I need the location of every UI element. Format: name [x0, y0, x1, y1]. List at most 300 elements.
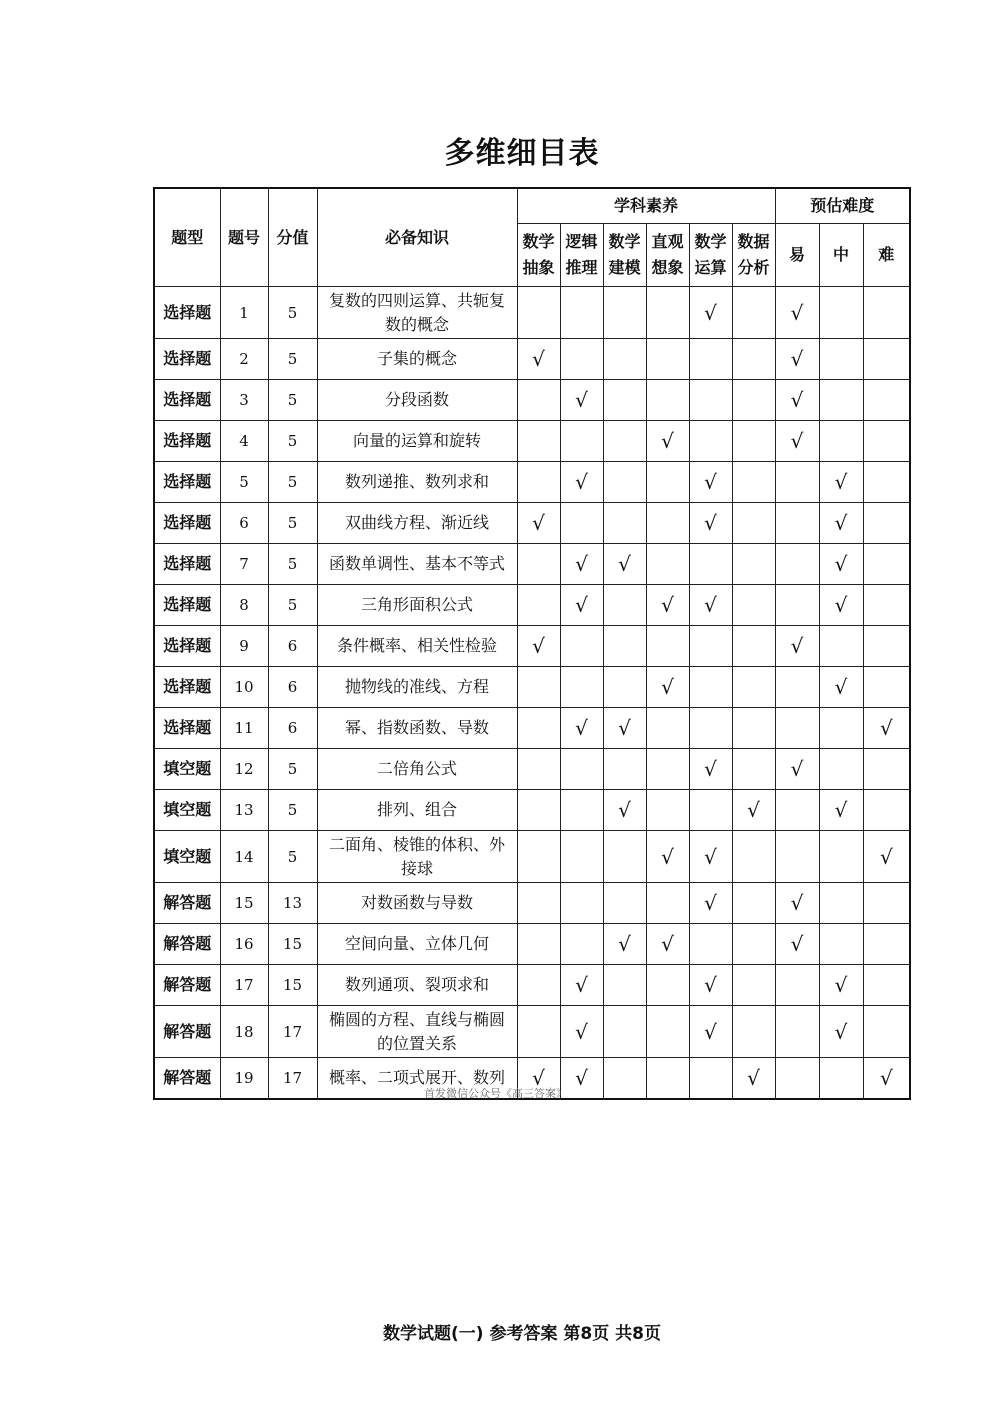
check-cell: [863, 503, 910, 544]
header-type: 题型: [154, 188, 220, 287]
check-cell: [863, 421, 910, 462]
question-score-cell: 5: [268, 287, 317, 339]
check-cell: [646, 1058, 689, 1099]
question-score-cell: 5: [268, 585, 317, 626]
question-type-cell: 填空题: [154, 749, 220, 790]
knowledge-cell: 二倍角公式: [317, 749, 517, 790]
check-cell: [517, 287, 560, 339]
check-cell: [517, 883, 560, 924]
check-cell: [603, 831, 646, 883]
check-cell: [517, 831, 560, 883]
check-cell: [603, 1058, 646, 1099]
check-mark-icon: √: [532, 1065, 545, 1090]
check-cell: [689, 667, 732, 708]
check-cell: [863, 626, 910, 667]
check-cell: [603, 883, 646, 924]
check-cell: [517, 544, 560, 585]
question-type-cell: 选择题: [154, 339, 220, 380]
check-cell: [863, 339, 910, 380]
check-cell: [732, 883, 775, 924]
question-number-cell: 11: [220, 708, 268, 749]
check-cell: [775, 287, 819, 339]
check-cell: [560, 667, 603, 708]
check-cell: [646, 790, 689, 831]
check-mark-icon: √: [532, 511, 545, 535]
check-cell: [775, 883, 819, 924]
check-mark-icon: √: [661, 844, 674, 869]
check-cell: [517, 965, 560, 1006]
check-cell: [819, 924, 863, 965]
check-cell: [863, 544, 910, 585]
check-mark-icon: √: [747, 1065, 760, 1090]
header-difficulty-2: 难: [863, 224, 910, 287]
table-row: [154, 924, 910, 965]
check-cell: [775, 626, 819, 667]
knowledge-cell: 空间向量、立体几何: [317, 924, 517, 965]
check-cell: [560, 380, 603, 421]
check-cell: [517, 667, 560, 708]
question-type-cell: 选择题: [154, 380, 220, 421]
check-mark-icon: √: [575, 470, 588, 494]
check-cell: [689, 339, 732, 380]
question-number-cell: 7: [220, 544, 268, 585]
check-cell: [646, 462, 689, 503]
check-cell: [819, 667, 863, 708]
table-row: [154, 1006, 910, 1058]
check-cell: [689, 965, 732, 1006]
check-mark-icon: √: [834, 470, 848, 494]
table-row: [154, 339, 910, 380]
header-literacy-1: 逻辑 推理: [560, 224, 603, 287]
check-cell: [517, 790, 560, 831]
question-score-cell: 17: [268, 1058, 317, 1099]
question-number-cell: 19: [220, 1058, 268, 1099]
check-cell: [646, 831, 689, 883]
table-row: [154, 421, 910, 462]
check-cell: [819, 831, 863, 883]
knowledge-cell: 子集的概念: [317, 339, 517, 380]
question-type-cell: 选择题: [154, 667, 220, 708]
header-literacy-5: 数据 分析: [732, 224, 775, 287]
check-cell: [603, 965, 646, 1006]
check-cell: [863, 749, 910, 790]
check-cell: [689, 421, 732, 462]
check-mark-icon: √: [618, 932, 631, 956]
check-cell: [689, 1006, 732, 1058]
check-mark-icon: √: [661, 932, 674, 956]
check-cell: [646, 708, 689, 749]
knowledge-cell: 二面角、棱锥的体积、外接球: [317, 831, 517, 883]
question-score-cell: 15: [268, 965, 317, 1006]
check-mark-icon: √: [575, 552, 588, 576]
question-number-cell: 12: [220, 749, 268, 790]
check-cell: [732, 708, 775, 749]
check-cell: [863, 287, 910, 339]
check-cell: [689, 626, 732, 667]
check-mark-icon: √: [790, 891, 804, 915]
question-score-cell: 6: [268, 626, 317, 667]
check-mark-icon: √: [704, 470, 717, 494]
knowledge-cell: 复数的四则运算、共轭复数的概念: [317, 287, 517, 339]
question-type-cell: 填空题: [154, 790, 220, 831]
check-cell: [819, 339, 863, 380]
check-cell: [646, 626, 689, 667]
check-cell: [732, 965, 775, 1006]
question-type-cell: 选择题: [154, 503, 220, 544]
specification-table: [153, 187, 911, 1100]
check-mark-icon: √: [704, 757, 717, 781]
check-cell: [517, 708, 560, 749]
check-cell: [775, 965, 819, 1006]
check-cell: [646, 380, 689, 421]
question-type-cell: 选择题: [154, 462, 220, 503]
check-mark-icon: √: [661, 593, 674, 617]
check-cell: [775, 667, 819, 708]
check-cell: [603, 1006, 646, 1058]
check-cell: [732, 287, 775, 339]
question-type-cell: 解答题: [154, 883, 220, 924]
check-cell: [560, 965, 603, 1006]
check-cell: [517, 626, 560, 667]
check-cell: [603, 585, 646, 626]
question-number-cell: 10: [220, 667, 268, 708]
question-number-cell: 14: [220, 831, 268, 883]
check-cell: [646, 1006, 689, 1058]
check-cell: [819, 749, 863, 790]
question-score-cell: 5: [268, 749, 317, 790]
table-row: [154, 585, 910, 626]
check-cell: [689, 790, 732, 831]
check-cell: [819, 287, 863, 339]
check-cell: [732, 749, 775, 790]
check-mark-icon: √: [575, 973, 588, 997]
check-cell: [863, 790, 910, 831]
check-cell: [732, 667, 775, 708]
check-cell: [819, 585, 863, 626]
check-cell: [517, 749, 560, 790]
check-mark-icon: √: [834, 1019, 848, 1044]
question-score-cell: 5: [268, 790, 317, 831]
check-cell: [517, 339, 560, 380]
check-cell: [689, 883, 732, 924]
check-mark-icon: √: [834, 798, 848, 822]
check-mark-icon: √: [704, 511, 717, 535]
question-type-cell: 选择题: [154, 287, 220, 339]
check-mark-icon: √: [532, 634, 545, 658]
check-cell: [819, 1006, 863, 1058]
check-cell: [560, 924, 603, 965]
check-cell: [775, 1058, 819, 1099]
check-cell: [560, 421, 603, 462]
question-type-cell: 选择题: [154, 585, 220, 626]
check-cell: [560, 339, 603, 380]
check-mark-icon: √: [704, 973, 717, 997]
check-cell: [732, 1058, 775, 1099]
header-difficulty-group: 预估难度: [775, 188, 910, 224]
question-number-cell: 4: [220, 421, 268, 462]
header-literacy-group: 学科素养: [517, 188, 775, 224]
table-row: [154, 708, 910, 749]
check-mark-icon: √: [790, 347, 804, 371]
check-cell: [603, 544, 646, 585]
question-number-cell: 8: [220, 585, 268, 626]
check-cell: [732, 503, 775, 544]
check-cell: [646, 965, 689, 1006]
check-cell: [863, 965, 910, 1006]
check-mark-icon: √: [834, 552, 848, 576]
check-mark-icon: √: [661, 675, 674, 699]
question-number-cell: 13: [220, 790, 268, 831]
question-score-cell: 5: [268, 339, 317, 380]
question-number-cell: 17: [220, 965, 268, 1006]
header-number: 题号: [220, 188, 268, 287]
header-difficulty-1: 中: [819, 224, 863, 287]
check-cell: [517, 503, 560, 544]
check-cell: [646, 503, 689, 544]
check-cell: [863, 667, 910, 708]
question-type-cell: 选择题: [154, 421, 220, 462]
check-mark-icon: √: [704, 891, 717, 915]
check-cell: [603, 708, 646, 749]
header-literacy-3: 直观 想象: [646, 224, 689, 287]
check-cell: [863, 831, 910, 883]
table-row: [154, 503, 910, 544]
table-row: [154, 883, 910, 924]
question-number-cell: 3: [220, 380, 268, 421]
check-cell: [603, 287, 646, 339]
check-cell: [646, 667, 689, 708]
check-cell: [603, 462, 646, 503]
check-cell: [775, 924, 819, 965]
check-mark-icon: √: [618, 798, 631, 822]
check-cell: [732, 380, 775, 421]
check-cell: [603, 503, 646, 544]
check-cell: [560, 883, 603, 924]
knowledge-cell: 三角形面积公式: [317, 585, 517, 626]
check-cell: [863, 924, 910, 965]
check-cell: [689, 749, 732, 790]
header-knowledge: 必备知识: [317, 188, 517, 287]
check-cell: [689, 708, 732, 749]
check-cell: [775, 585, 819, 626]
knowledge-cell: 排列、组合: [317, 790, 517, 831]
check-mark-icon: √: [790, 300, 804, 325]
check-cell: [603, 421, 646, 462]
knowledge-cell: 幂、指数函数、导数: [317, 708, 517, 749]
check-cell: [560, 287, 603, 339]
check-cell: [603, 667, 646, 708]
question-number-cell: 18: [220, 1006, 268, 1058]
check-cell: [560, 462, 603, 503]
table-row: [154, 380, 910, 421]
header-difficulty-0: 易: [775, 224, 819, 287]
check-cell: [646, 924, 689, 965]
check-cell: [819, 626, 863, 667]
check-cell: [863, 380, 910, 421]
knowledge-cell: 分段函数: [317, 380, 517, 421]
check-cell: [689, 585, 732, 626]
header-literacy-4: 数学 运算: [689, 224, 732, 287]
check-cell: [819, 544, 863, 585]
header-literacy-2: 数学 建模: [603, 224, 646, 287]
check-cell: [603, 790, 646, 831]
check-cell: [819, 380, 863, 421]
check-cell: [732, 339, 775, 380]
check-mark-icon: √: [704, 300, 717, 325]
check-mark-icon: √: [575, 716, 588, 740]
table-row: [154, 749, 910, 790]
question-number-cell: 16: [220, 924, 268, 965]
question-type-cell: 选择题: [154, 544, 220, 585]
table-row: [154, 626, 910, 667]
question-score-cell: 15: [268, 924, 317, 965]
check-cell: [732, 924, 775, 965]
check-cell: [646, 339, 689, 380]
knowledge-cell: 向量的运算和旋转: [317, 421, 517, 462]
check-mark-icon: √: [834, 593, 848, 617]
question-score-cell: 5: [268, 462, 317, 503]
check-cell: [819, 790, 863, 831]
check-cell: [819, 462, 863, 503]
check-cell: [517, 924, 560, 965]
knowledge-cell: 函数单调性、基本不等式: [317, 544, 517, 585]
question-number-cell: 2: [220, 339, 268, 380]
table-row: [154, 462, 910, 503]
table-row: [154, 831, 910, 883]
check-cell: [646, 883, 689, 924]
check-cell: [732, 421, 775, 462]
check-cell: [646, 749, 689, 790]
check-mark-icon: √: [704, 593, 717, 617]
question-score-cell: 5: [268, 503, 317, 544]
question-score-cell: 5: [268, 380, 317, 421]
check-cell: [689, 831, 732, 883]
question-type-cell: 解答题: [154, 924, 220, 965]
check-cell: [732, 790, 775, 831]
table-row: [154, 790, 910, 831]
check-cell: [732, 626, 775, 667]
check-cell: [819, 1058, 863, 1099]
question-number-cell: 5: [220, 462, 268, 503]
knowledge-cell: 双曲线方程、渐近线: [317, 503, 517, 544]
check-cell: [517, 1006, 560, 1058]
check-cell: [775, 831, 819, 883]
check-cell: [517, 380, 560, 421]
knowledge-cell: 抛物线的准线、方程: [317, 667, 517, 708]
knowledge-cell: 椭圆的方程、直线与椭圆的位置关系: [317, 1006, 517, 1058]
question-score-cell: 5: [268, 421, 317, 462]
check-cell: [732, 585, 775, 626]
check-cell: [560, 503, 603, 544]
question-score-cell: 6: [268, 667, 317, 708]
check-mark-icon: √: [704, 844, 717, 869]
check-mark-icon: √: [834, 511, 848, 535]
table-row: [154, 965, 910, 1006]
check-mark-icon: √: [747, 798, 760, 822]
check-cell: [732, 831, 775, 883]
check-mark-icon: √: [532, 347, 545, 371]
check-cell: [775, 503, 819, 544]
question-type-cell: 填空题: [154, 831, 220, 883]
question-type-cell: 解答题: [154, 1058, 220, 1099]
question-number-cell: 6: [220, 503, 268, 544]
question-number-cell: 15: [220, 883, 268, 924]
check-cell: [775, 421, 819, 462]
check-mark-icon: √: [834, 973, 848, 997]
check-cell: [775, 380, 819, 421]
check-mark-icon: √: [790, 388, 804, 412]
check-cell: [819, 883, 863, 924]
check-cell: [819, 965, 863, 1006]
check-cell: [646, 421, 689, 462]
check-cell: [560, 708, 603, 749]
check-cell: [732, 462, 775, 503]
check-cell: [560, 790, 603, 831]
check-cell: [603, 339, 646, 380]
check-cell: [819, 421, 863, 462]
check-mark-icon: √: [704, 1019, 717, 1044]
question-type-cell: 选择题: [154, 708, 220, 749]
check-mark-icon: √: [834, 675, 848, 699]
check-cell: [689, 287, 732, 339]
check-cell: [603, 749, 646, 790]
page-footer: 数学试题(一) 参考答案 第8页 共8页: [383, 1324, 661, 1344]
check-cell: [560, 626, 603, 667]
check-cell: [863, 1006, 910, 1058]
check-cell: [603, 924, 646, 965]
check-mark-icon: √: [879, 716, 893, 740]
check-cell: [819, 708, 863, 749]
check-cell: [775, 462, 819, 503]
check-mark-icon: √: [575, 388, 588, 412]
table-row: [154, 287, 910, 339]
check-cell: [560, 749, 603, 790]
question-type-cell: 解答题: [154, 1006, 220, 1058]
question-number-cell: 9: [220, 626, 268, 667]
check-cell: [775, 339, 819, 380]
check-cell: [689, 1058, 732, 1099]
question-number-cell: 1: [220, 287, 268, 339]
check-cell: [775, 749, 819, 790]
check-cell: [775, 790, 819, 831]
check-cell: [560, 831, 603, 883]
check-cell: [775, 1006, 819, 1058]
check-cell: [863, 883, 910, 924]
question-type-cell: 选择题: [154, 626, 220, 667]
check-cell: [863, 708, 910, 749]
question-score-cell: 6: [268, 708, 317, 749]
check-mark-icon: √: [790, 932, 804, 956]
header-score: 分值: [268, 188, 317, 287]
question-score-cell: 5: [268, 544, 317, 585]
table-row: [154, 667, 910, 708]
check-cell: [689, 380, 732, 421]
check-cell: [603, 626, 646, 667]
check-cell: [689, 544, 732, 585]
check-cell: [775, 544, 819, 585]
check-cell: [646, 544, 689, 585]
check-cell: [517, 421, 560, 462]
check-cell: [732, 544, 775, 585]
check-mark-icon: √: [879, 844, 893, 869]
watermark-text: 首发微信公众号《高三答案》: [424, 1087, 567, 1100]
check-cell: [517, 585, 560, 626]
knowledge-cell: 对数函数与导数: [317, 883, 517, 924]
check-cell: [560, 585, 603, 626]
check-cell: [775, 708, 819, 749]
check-mark-icon: √: [575, 1065, 588, 1090]
check-cell: [689, 462, 732, 503]
